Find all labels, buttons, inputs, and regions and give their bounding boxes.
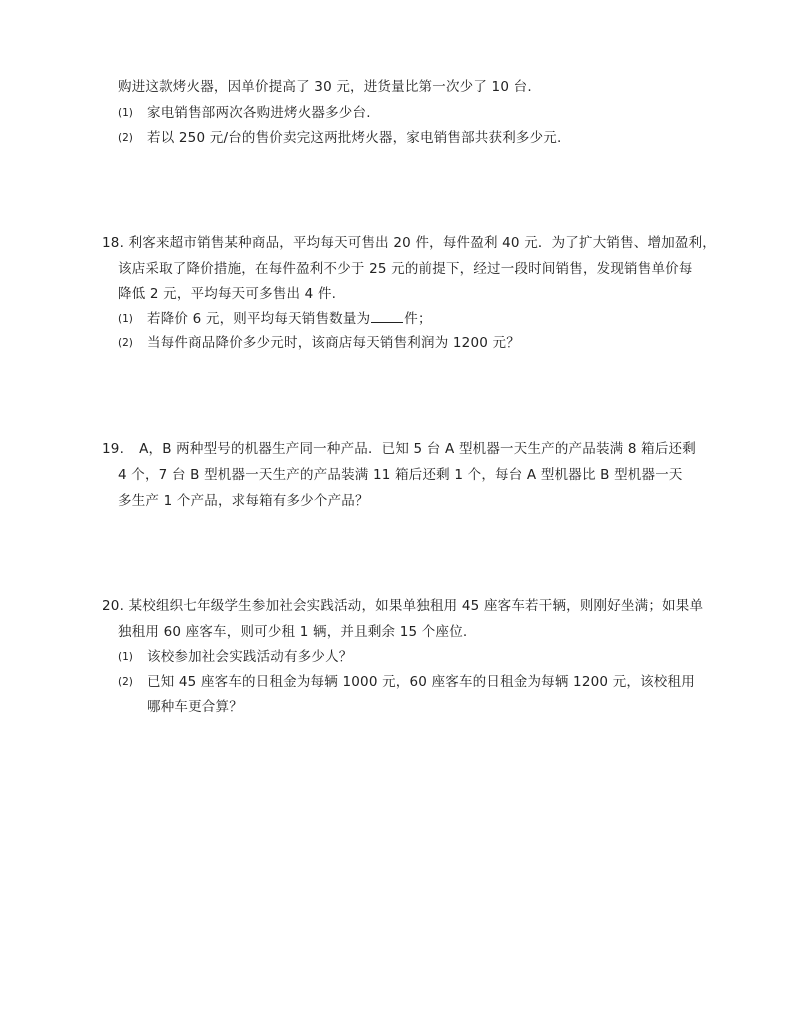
- q19-line3: 多生产 1 个产品，求每箱有多少个产品？: [118, 493, 369, 509]
- q20-number: 20.: [102, 598, 125, 614]
- q20-first-line: [102, 596, 703, 616]
- q18-sub2-number: (2): [118, 337, 133, 349]
- q19-first-line: [102, 439, 696, 459]
- q18-line2: 该店采取了降价措施，在每件盈利不少于 25 元的前提下，经过一段时间销售，发现销售单价每: [118, 261, 693, 277]
- q17-sub2-number: (2): [118, 132, 133, 144]
- q18-sub2-text: 当每件商品降价多少元时，该商店每天销售利润为 1200 元？: [147, 335, 520, 351]
- q18-first-line: [102, 233, 716, 253]
- q19-line2: 4 个，7 台 B 型机器一天生产的产品装满 11 箱后还剩 1 个，每台 A 型机器比 B 型机器一天: [118, 467, 683, 483]
- answer-blank: [371, 309, 403, 323]
- q19-line1: A，B 两种型号的机器生产同一种产品．已知 5 台 A 型机器一天生产的产品装满 8 箱后还剩: [139, 441, 696, 457]
- q17-sub1-text: 家电销售部两次各购进烤火器多少台.: [147, 105, 371, 121]
- q18-line3: 降低 2 元，平均每天可多售出 4 件.: [118, 286, 337, 302]
- q20-sub2-number: (2): [118, 676, 133, 688]
- q18-sub1-after: 件；: [404, 311, 432, 327]
- q18-number: 18.: [102, 235, 125, 251]
- q17-sub1-number: (1): [118, 107, 133, 119]
- q20-line1: 某校组织七年级学生参加社会实践活动，如果单独租用 45 座客车若干辆，则刚好坐满；如果单: [128, 598, 704, 614]
- q19-number: 19.: [102, 441, 125, 457]
- q20-sub1-number: (1): [118, 651, 133, 663]
- q18-line1: 利客来超市销售某种商品，平均每天可售出 20 件，每件盈利 40 元．为了扩大销售、增加盈利，: [128, 235, 716, 251]
- q20-sub2-line2: 哪种车更合算？: [147, 699, 243, 715]
- q20-line2: 独租用 60 座客车，则可少租 1 辆，并且剩余 15 个座位.: [118, 624, 468, 640]
- q17-continuation: 购进这款烤火器，因单价提高了 30 元，进货量比第一次少了 10 台.: [118, 79, 532, 95]
- q20-sub2-line1: 已知 45 座客车的日租金为每辆 1000 元，60 座客车的日租金为每辆 1200 元，该校租用: [147, 674, 695, 690]
- q17-sub2-text: 若以 250 元/台的售价卖完这两批烤火器，家电销售部共获利多少元.: [147, 130, 562, 146]
- q18-sub1-before: 若降价 6 元，则平均每天销售数量为: [147, 311, 371, 327]
- q20-sub1-text: 该校参加社会实践活动有多少人？: [147, 649, 353, 665]
- q18-sub1-text: [147, 309, 432, 329]
- q18-sub1-number: (1): [118, 313, 133, 325]
